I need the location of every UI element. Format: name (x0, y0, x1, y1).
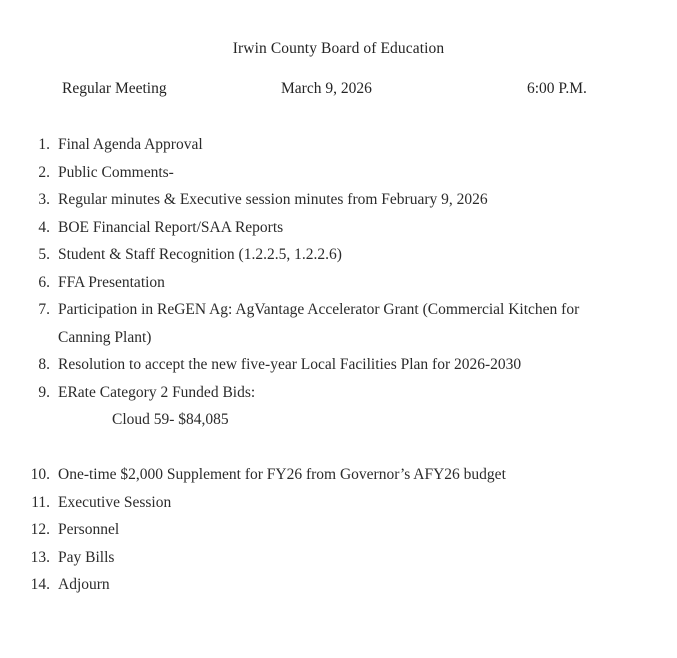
agenda-item (0, 544, 677, 572)
agenda-item (0, 516, 677, 544)
agenda-item-number: 4. (38, 218, 50, 236)
agenda-item-number: 13. (30, 548, 50, 566)
agenda-item-number: 1. (38, 136, 50, 153)
agenda-item (0, 159, 677, 187)
agenda-item-number: 12. (30, 521, 50, 538)
agenda-item-label: Executive Session (58, 493, 172, 511)
agenda-item-number: 14. (30, 576, 50, 593)
agenda-item-label: Final Agenda Approval (58, 136, 203, 153)
agenda-item-label: FFA Presentation (58, 273, 165, 291)
page-title: Irwin County Board of Education (232, 40, 445, 57)
agenda-list (0, 131, 677, 599)
agenda-item-number: 5. (38, 246, 50, 263)
agenda-item-number: 10. (30, 466, 50, 483)
blank-line-spacer (0, 434, 677, 462)
agenda-item (0, 131, 677, 159)
agenda-item (0, 571, 677, 599)
agenda-item-label: Pay Bills (58, 548, 115, 566)
agenda-item (0, 489, 677, 517)
agenda-item-label: Participation in ReGEN Ag: AgVantage Accelerator Grant (Commercial Kitchen for Canning Plant) (58, 301, 580, 346)
agenda-item-label: ERate Category 2 Funded Bids: (58, 383, 256, 401)
agenda-item (0, 269, 677, 297)
agenda-item-label: Regular minutes & Executive session minutes from February 9, 2026 (58, 191, 488, 208)
meeting-type: Regular Meeting (62, 80, 167, 97)
agenda-item (0, 186, 677, 214)
agenda-item (0, 461, 677, 489)
agenda-item-number: 2. (38, 163, 50, 181)
agenda-item-number: 3. (38, 191, 50, 208)
agenda-item-number: 9. (38, 383, 50, 401)
meeting-time: 6:00 P.M. (527, 80, 587, 97)
agenda-item (0, 214, 677, 242)
agenda-item-label: Adjourn (58, 576, 110, 593)
agenda-item (0, 296, 677, 351)
meeting-header (0, 77, 677, 101)
agenda-item-label: Public Comments- (58, 163, 174, 181)
erate-bid-subline: Cloud 59- $84,085 (112, 411, 229, 428)
agenda-item-label: Student & Staff Recognition (1.2.2.5, 1.2.2.6) (58, 246, 342, 263)
agenda-item (0, 351, 677, 379)
agenda-item-label: BOE Financial Report/SAA Reports (58, 218, 284, 236)
agenda-item-number: 11. (31, 493, 50, 511)
agenda-item-number: 6. (38, 273, 50, 291)
agenda-item (0, 379, 677, 407)
agenda-item-number: 8. (38, 356, 50, 373)
agenda-item-number: 7. (38, 301, 50, 318)
agenda-item-label: Resolution to accept the new five-year Local Facilities Plan for 2026-2030 (58, 356, 522, 373)
agenda-item-label: One-time $2,000 Supplement for FY26 from Governor’s AFY26 budget (58, 466, 506, 483)
agenda-item-label: Personnel (58, 521, 120, 538)
meeting-date: March 9, 2026 (281, 80, 372, 97)
agenda-item (0, 241, 677, 269)
